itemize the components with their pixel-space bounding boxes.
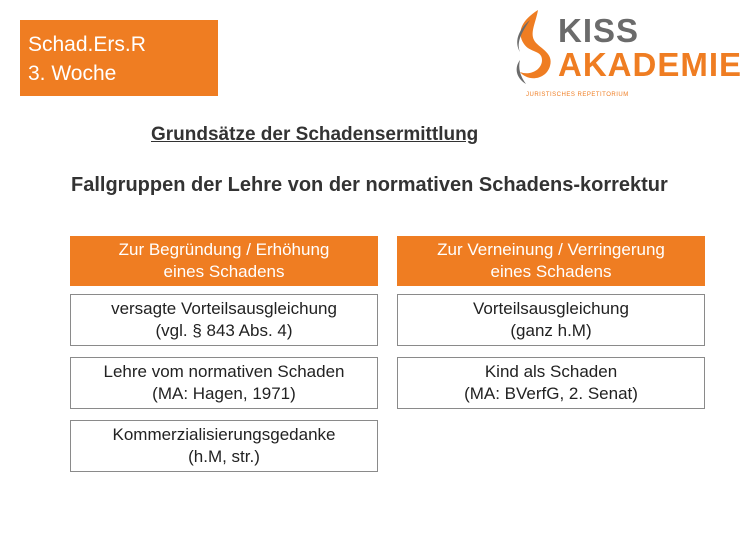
course-week: 3. Woche — [28, 62, 117, 85]
header-justification-line2: eines Schadens — [163, 262, 285, 281]
case-item-left-2 — [70, 357, 378, 409]
logo-tagline: JURISTISCHES REPETITORIUM — [526, 92, 629, 98]
case-item-right-1 — [397, 294, 705, 346]
case-item-source: (MA: BVerfG, 2. Senat) — [464, 384, 638, 403]
logo-word-kiss: KISS — [558, 12, 640, 49]
header-negation-line2: eines Schadens — [490, 262, 612, 281]
case-item-source: (h.M, str.) — [188, 447, 260, 466]
logo-flame-icon — [508, 6, 556, 88]
case-item-source: (ganz h.M) — [510, 321, 592, 340]
case-item-label: Kind als Schaden — [484, 362, 618, 381]
header-negation — [397, 236, 705, 286]
course-name: Schad.Ers.R — [28, 33, 146, 56]
case-item-label: Kommerzialisierungsgedanke — [112, 425, 336, 444]
kiss-akademie-logo — [508, 6, 742, 102]
case-item-label: versagte Vorteilsausgleichung — [111, 299, 337, 318]
case-item-right-2 — [397, 357, 705, 409]
case-item-label: Lehre vom normativen Schaden — [103, 362, 345, 381]
case-item-source: (MA: Hagen, 1971) — [152, 384, 296, 403]
header-justification — [70, 236, 378, 286]
course-label-box — [20, 20, 218, 96]
case-item-label: Vorteilsausgleichung — [473, 299, 629, 318]
case-item-source: (vgl. § 843 Abs. 4) — [155, 321, 293, 340]
case-item-left-3 — [70, 420, 378, 472]
logo-word-akademie: AKADEMIE — [558, 46, 742, 83]
page-title: Grundsätze der Schadensermittlung — [151, 124, 479, 145]
section-subtitle: Fallgruppen der Lehre von der normativen Schadens-korrektur — [71, 174, 668, 196]
header-negation-line1: Zur Verneinung / Verringerung — [437, 240, 665, 259]
case-item-left-1 — [70, 294, 378, 346]
header-justification-line1: Zur Begründung / Erhöhung — [118, 240, 330, 259]
